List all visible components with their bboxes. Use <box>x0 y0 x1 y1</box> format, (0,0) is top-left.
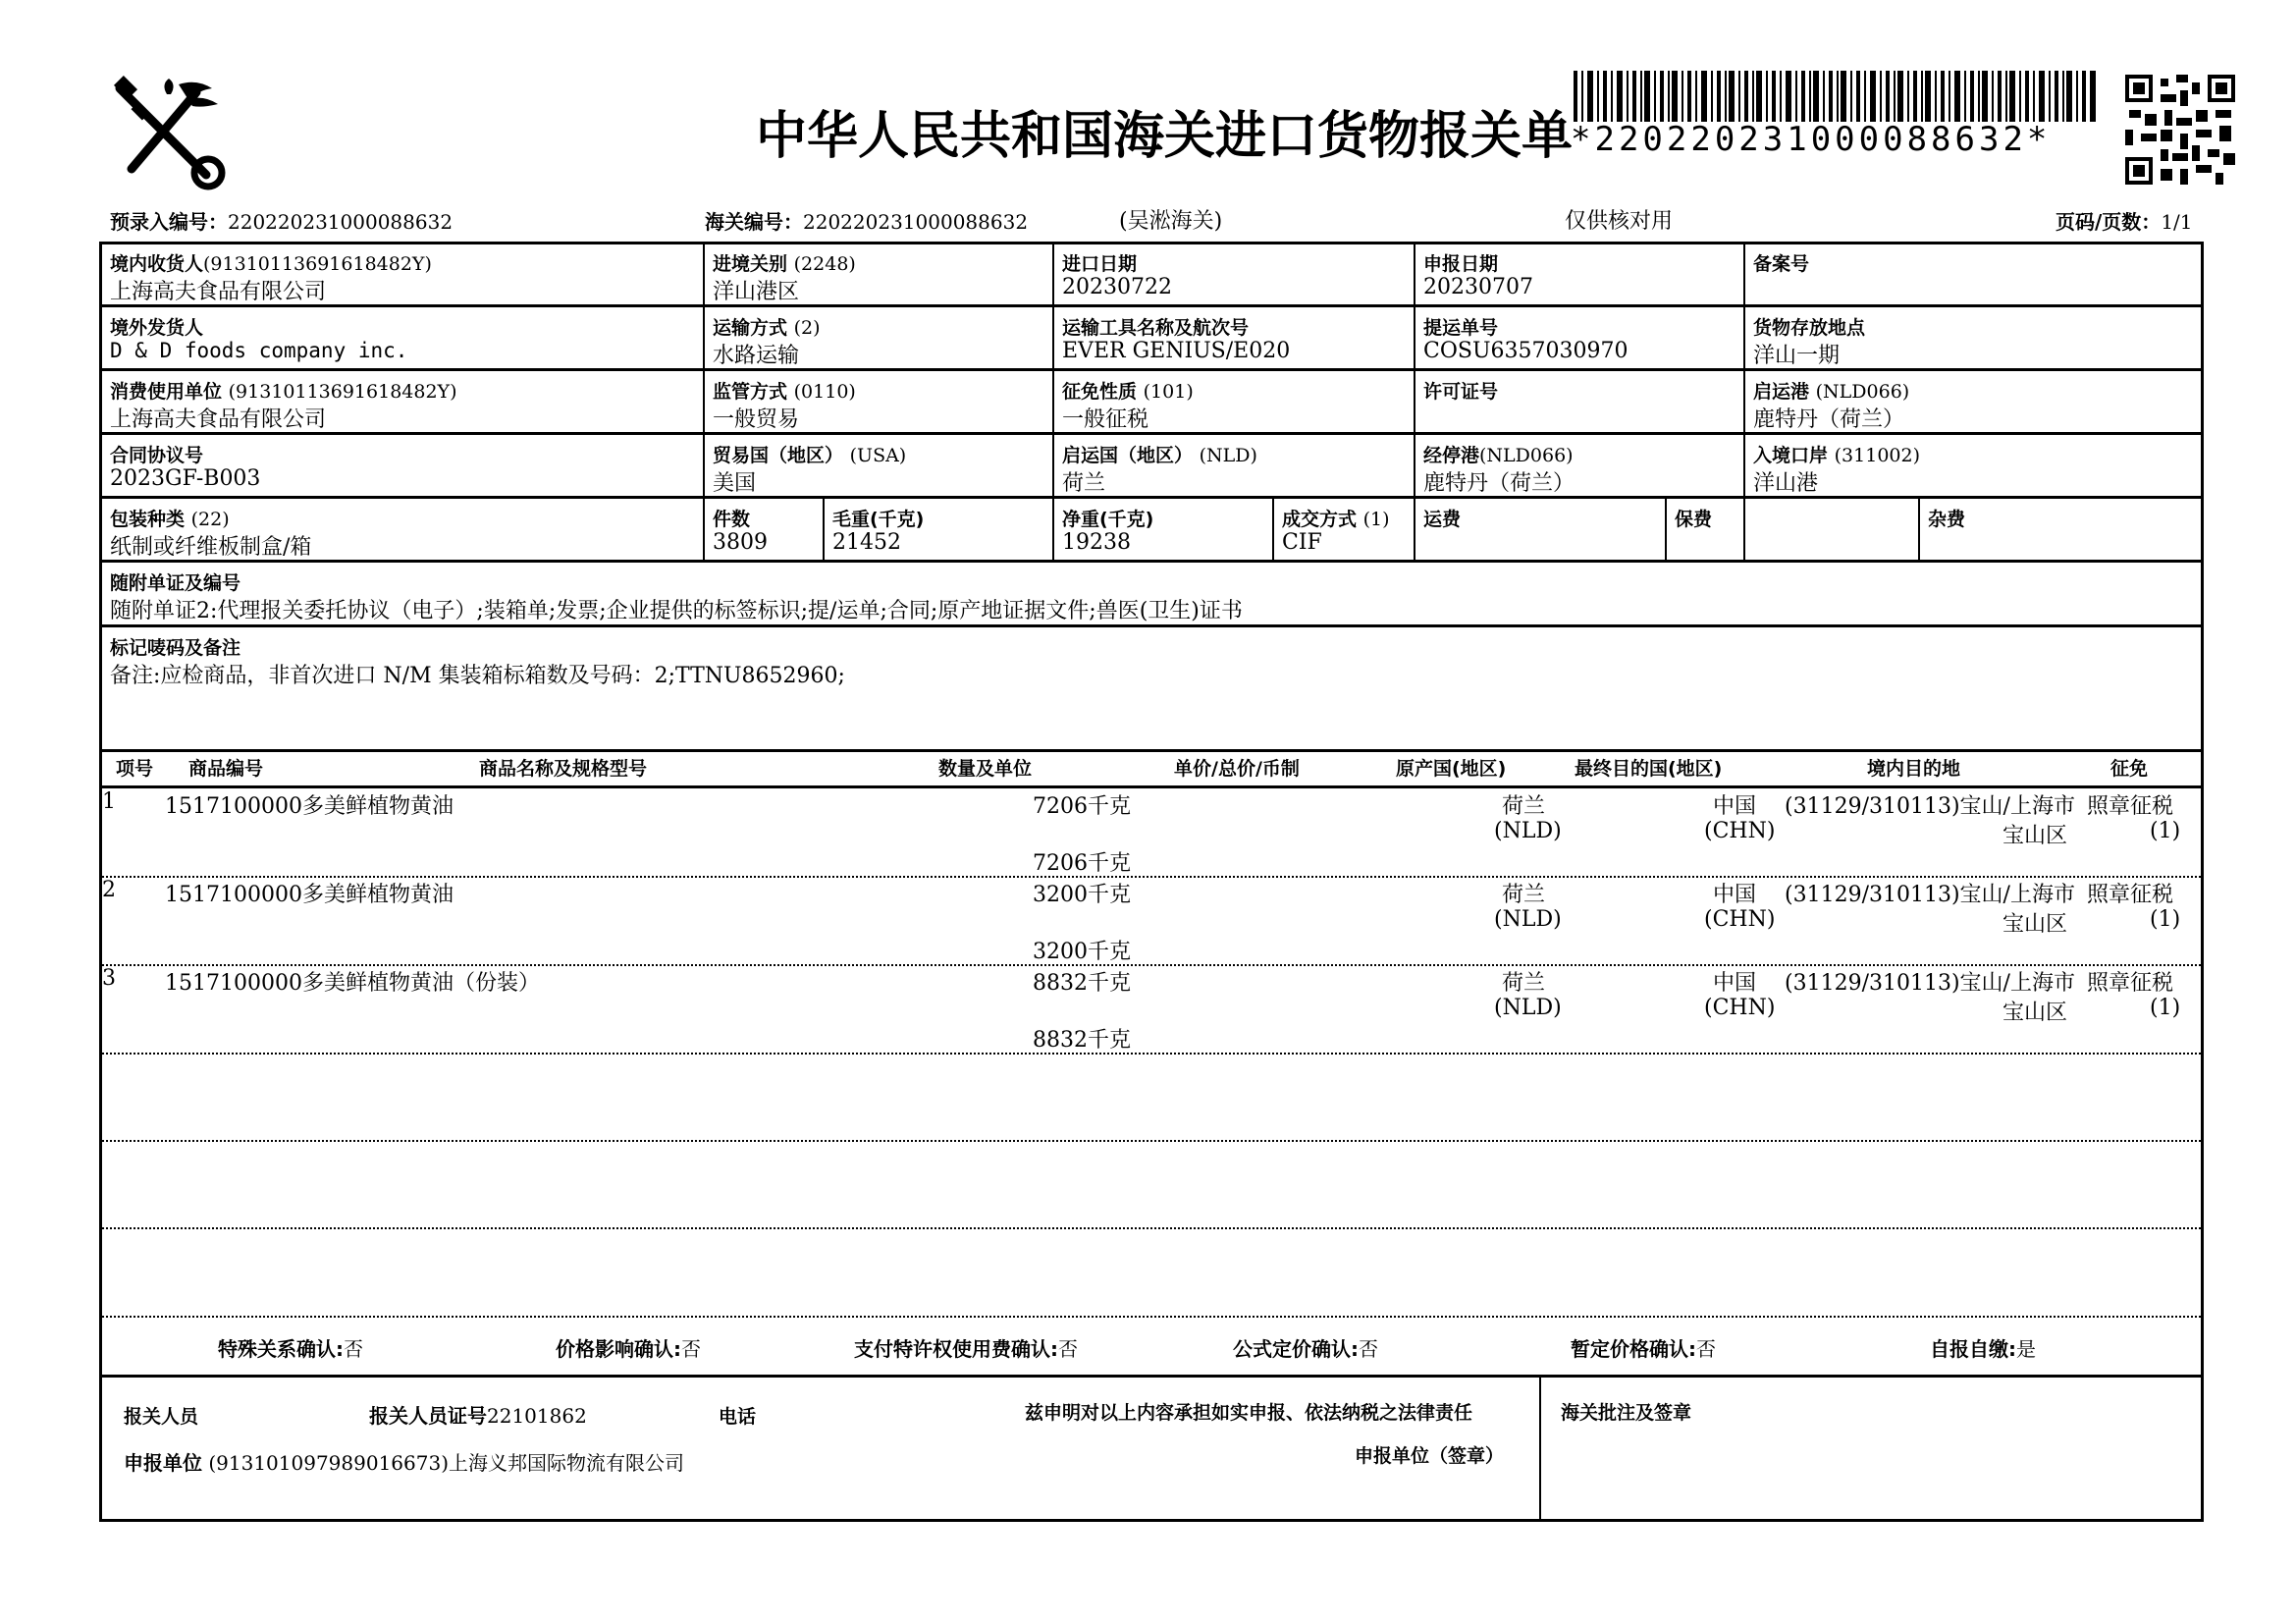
deal-mode-field: 成交方式 (1) CIF <box>1282 509 1390 555</box>
col-quantity: 数量及单位 <box>938 758 1033 780</box>
remarks-field: 标记唛码及备注 备注:应检商品，非首次进口 N/M 集装箱标箱数及号码：2;TTNU8652960; <box>110 637 845 688</box>
vessel-field: 运输工具名称及航次号 EVER GENIUS/E020 <box>1062 317 1291 363</box>
self-declare-confirm: 自报自缴:是 <box>1930 1337 2036 1361</box>
net-weight-field: 净重(千克) 19238 <box>1062 509 1154 555</box>
customs-number: 海关编号：220220231000088632 <box>705 210 1029 234</box>
col-tax: 征免 <box>2110 758 2149 780</box>
declaring-unit: 申报单位 (913101097989016673)上海义邦国际物流有限公司 <box>124 1451 685 1475</box>
import-date-field: 进口日期 20230722 <box>1062 253 1172 299</box>
col-hs-code: 商品编号 <box>188 758 264 780</box>
formula-price-confirm: 公式定价确认:否 <box>1233 1337 1378 1361</box>
transport-mode-field: 运输方式 (2) 水路运输 <box>713 317 821 368</box>
bill-no-field: 提运单号 COSU6357030970 <box>1423 317 1629 363</box>
royalty-confirm: 支付特许权使用费确认:否 <box>854 1337 1078 1361</box>
page-title: 中华人民共和国海关进口货物报关单 <box>756 107 1574 166</box>
declarant-cert: 报关人员证号22101862 <box>369 1404 587 1428</box>
legal-statement: 兹申明对以上内容承担如实申报、依法纳税之法律责任 <box>1025 1402 1473 1424</box>
gross-weight-field: 毛重(千克) 21452 <box>832 509 925 555</box>
page-number: 页码/页数：1/1 <box>2056 210 2193 234</box>
misc-field: 杂费 <box>1928 509 1966 530</box>
pre-entry-number: 预录入编号：220220231000088632 <box>110 210 454 234</box>
supervision-field: 监管方式 (0110) 一般贸易 <box>713 381 856 432</box>
depart-port-field: 启运港 (NLD066) 鹿特丹（荷兰） <box>1753 381 1910 432</box>
barcode-text: *220220231000088632* <box>1571 120 2052 159</box>
documents-field: 随附单证及编号 随附单证2:代理报关委托协议（电子）;装箱单;发票;企业提供的标签标识;提/运单;合同;原产地证据文件;兽医(卫生)证书 <box>110 572 1243 623</box>
price-influence-confirm: 价格影响确认:否 <box>556 1337 701 1361</box>
seal-label: 申报单位（签章） <box>1355 1445 1505 1467</box>
col-domestic-dest: 境内目的地 <box>1867 758 1961 780</box>
pieces-field: 件数 3809 <box>713 509 768 555</box>
verify-note: 仅供核对用 <box>1565 209 1674 234</box>
storage-field: 货物存放地点 洋山一期 <box>1753 317 1866 368</box>
license-field: 许可证号 <box>1423 381 1499 403</box>
declare-date-field: 申报日期 20230707 <box>1423 253 1533 299</box>
col-destination: 最终目的国(地区) <box>1575 758 1723 780</box>
transit-port-field: 经停港(NLD066) 鹿特丹（荷兰） <box>1423 445 1575 496</box>
consignee-field: 境内收货人(913101136916184​82Y) 上海高夫食品有限公司 <box>110 253 432 304</box>
insurance-field: 保费 <box>1675 509 1713 530</box>
customs-office: (吴淞海关) <box>1119 209 1223 234</box>
col-price: 单价/总价/币制 <box>1174 758 1300 780</box>
declarant-label: 报关人员 <box>124 1406 199 1428</box>
customs-approval-label: 海关批注及签章 <box>1561 1402 1692 1424</box>
customs-emblem-icon <box>110 75 228 190</box>
freight-field: 运费 <box>1423 509 1462 530</box>
depart-country-field: 启运国（地区） (NLD) 荷兰 <box>1062 445 1257 496</box>
record-no-field: 备案号 <box>1753 253 1810 275</box>
trade-country-field: 贸易国（地区） (USA) 美国 <box>713 445 907 496</box>
tax-nature-field: 征免性质 (101) 一般征税 <box>1062 381 1194 432</box>
provisional-price-confirm: 暂定价格确认:否 <box>1571 1337 1716 1361</box>
col-item-no: 项号 <box>116 758 154 780</box>
shipper-field: 境外发货人 D & D foods company inc. <box>110 317 408 362</box>
phone-label: 电话 <box>719 1406 757 1428</box>
consumer-field: 消费使用单位 (913101136916184​82Y) 上海高夫食品有限公司 <box>110 381 457 432</box>
special-relation-confirm: 特殊关系确认:否 <box>218 1337 363 1361</box>
package-type-field: 包装种类 (22) 纸制或纤维板制盒/箱 <box>110 509 312 560</box>
col-goods-name: 商品名称及规格型号 <box>479 758 648 780</box>
entry-port-field: 进境关别 (2248) 洋山港区 <box>713 253 856 304</box>
contract-field: 合同协议号 2023GF-B003 <box>110 445 261 491</box>
barcode-icon <box>1574 71 2096 122</box>
qr-code-icon <box>2125 75 2235 185</box>
entry-port2-field: 入境口岸 (311002) 洋山港 <box>1753 445 1920 496</box>
col-origin: 原产国(地区) <box>1396 758 1507 780</box>
